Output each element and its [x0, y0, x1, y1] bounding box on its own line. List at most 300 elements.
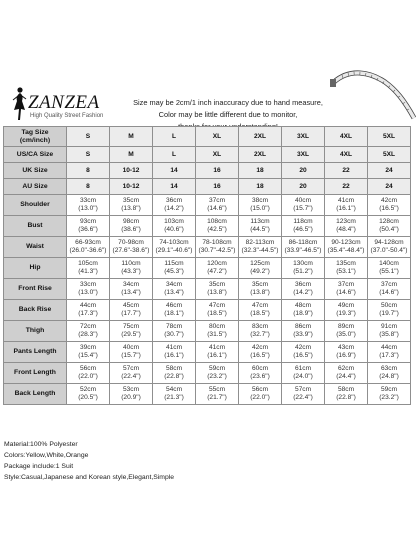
size-cell: 20: [282, 163, 325, 179]
inch-value: (15.0"): [250, 205, 270, 212]
measurement-cell: [282, 195, 325, 216]
inch-value: (20.5"): [78, 394, 98, 401]
measurement-cell: [67, 279, 110, 300]
measurement-cell: [368, 216, 411, 237]
cm-value: 58cm: [165, 365, 183, 372]
inch-value: (14.2"): [293, 289, 313, 296]
cm-value: 48cm: [294, 302, 312, 309]
measurement-row: [4, 279, 411, 300]
notice-line: Size may be 2cm/1 inch inaccuracy due to hand measure,: [133, 98, 323, 107]
measurement-cell: [153, 237, 196, 258]
inch-value: (33.9"-46.5"): [284, 247, 322, 254]
measurement-cell: [368, 384, 411, 405]
cm-value: 36cm: [165, 197, 183, 204]
measurement-row: [4, 195, 411, 216]
cm-value: 35cm: [208, 281, 226, 288]
measurement-cell: [325, 384, 368, 405]
size-chart-table: [3, 126, 411, 405]
measurement-cell: [282, 342, 325, 363]
size-cell: 16: [196, 179, 239, 195]
measurement-cell: [110, 258, 153, 279]
measurement-cell: [153, 279, 196, 300]
row-label: Waist: [4, 237, 67, 258]
info-colors: Colors:Yellow,White,Orange: [4, 452, 89, 459]
size-cell: 3XL: [282, 147, 325, 163]
inch-value: (40.6"): [164, 226, 184, 233]
measurement-cell: [239, 342, 282, 363]
cm-value: 78cm: [165, 323, 183, 330]
measurement-cell: [325, 195, 368, 216]
measurement-row: [4, 384, 411, 405]
measurement-cell: [110, 279, 153, 300]
inch-value: (22.0"): [250, 394, 270, 401]
inch-value: (21.7"): [207, 394, 227, 401]
inch-value: (42.5"): [207, 226, 227, 233]
cm-value: 86-118cm: [288, 239, 318, 246]
measurement-cell: [67, 342, 110, 363]
inch-value: (13.0"): [78, 289, 98, 296]
measurement-cell: [239, 237, 282, 258]
cm-value: 94-128cm: [374, 239, 404, 246]
cm-value: 110cm: [121, 260, 141, 267]
cm-value: 40cm: [122, 344, 140, 351]
row-label: Bust: [4, 216, 67, 237]
measurement-cell: [153, 258, 196, 279]
cm-value: 72cm: [79, 323, 97, 330]
inch-value: (13.4"): [164, 289, 184, 296]
measurement-cell: [67, 321, 110, 342]
inch-value: (22.8"): [336, 394, 356, 401]
measurement-cell: [325, 258, 368, 279]
measurement-row: [4, 216, 411, 237]
measurement-cell: [196, 300, 239, 321]
cm-value: 34cm: [165, 281, 183, 288]
inch-value: (14.6"): [336, 289, 356, 296]
size-cell: 8: [67, 163, 110, 179]
measurement-cell: [325, 216, 368, 237]
inch-value: (36.6"): [78, 226, 98, 233]
inch-value: (16.5"): [293, 352, 313, 359]
cm-value: 56cm: [79, 365, 97, 372]
cm-value: 35cm: [122, 197, 140, 204]
size-cell: 18: [239, 179, 282, 195]
cm-value: 82-113cm: [245, 239, 275, 246]
cm-value: 44cm: [380, 344, 398, 351]
inch-value: (23.2"): [207, 373, 227, 380]
cm-value: 36cm: [294, 281, 312, 288]
inch-value: (29.1"-40.6"): [155, 247, 193, 254]
measurement-cell: [368, 195, 411, 216]
inch-value: (51.2"): [293, 268, 313, 275]
inch-value: (24.8"): [379, 373, 399, 380]
cm-value: 47cm: [208, 302, 226, 309]
inch-value: (19.7"): [379, 310, 399, 317]
cm-value: 39cm: [79, 344, 97, 351]
measurement-cell: [239, 363, 282, 384]
inch-value: (13.4"): [121, 289, 141, 296]
cm-value: 62cm: [337, 365, 355, 372]
cm-value: 44cm: [79, 302, 97, 309]
inch-value: (16.1"): [164, 352, 184, 359]
measurement-row: [4, 342, 411, 363]
inch-value: (49.2"): [250, 268, 270, 275]
inch-value: (22.4"): [293, 394, 313, 401]
measurement-cell: [368, 279, 411, 300]
inch-value: (13.8"): [250, 289, 270, 296]
size-cell: 18: [239, 163, 282, 179]
measurement-cell: [110, 384, 153, 405]
size-cell: 14: [153, 163, 196, 179]
measurement-cell: [282, 279, 325, 300]
size-cell: 24: [368, 179, 411, 195]
measurement-cell: [67, 384, 110, 405]
measurement-cell: [196, 195, 239, 216]
inch-value: (24.0"): [293, 373, 313, 380]
cm-value: 55cm: [208, 386, 226, 393]
measurement-cell: [239, 384, 282, 405]
cm-value: 130cm: [293, 260, 313, 267]
size-cell: 2XL: [239, 127, 282, 147]
inch-value: (21.3"): [164, 394, 184, 401]
inch-value: (17.7"): [121, 310, 141, 317]
row-label: Back Length: [4, 384, 67, 405]
measurement-cell: [110, 237, 153, 258]
cm-value: 91cm: [380, 323, 398, 330]
inch-value: (22.4"): [121, 373, 141, 380]
inch-value: (16.9"): [336, 352, 356, 359]
inch-value: (18.9"): [293, 310, 313, 317]
size-cell: 16: [196, 163, 239, 179]
measurement-cell: [368, 342, 411, 363]
cm-value: 57cm: [122, 365, 140, 372]
measurement-cell: [368, 300, 411, 321]
measurement-cell: [325, 321, 368, 342]
cm-value: 42cm: [251, 344, 269, 351]
row-label: Tag Size (cm/inch): [4, 127, 67, 147]
measurement-cell: [153, 342, 196, 363]
inch-value: (15.7"): [293, 205, 313, 212]
measurement-cell: [110, 300, 153, 321]
size-cell: 10-12: [110, 163, 153, 179]
brand-logo: [8, 88, 108, 122]
size-cell: XL: [196, 127, 239, 147]
row-label: Shoulder: [4, 195, 67, 216]
row-label: Front Rise: [4, 279, 67, 300]
cm-value: 66-93cm: [75, 239, 101, 246]
inch-value: (13.8"): [121, 205, 141, 212]
measurement-cell: [282, 237, 325, 258]
inch-value: (17.3"): [379, 352, 399, 359]
inch-value: (41.3"): [78, 268, 98, 275]
cm-value: 33cm: [79, 281, 97, 288]
measurement-cell: [153, 195, 196, 216]
measurement-cell: [67, 258, 110, 279]
measurement-cell: [239, 195, 282, 216]
inch-value: (53.1"): [336, 268, 356, 275]
brand-name: ZANZEA: [28, 92, 100, 113]
cm-value: 108cm: [207, 218, 227, 225]
measurement-row: [4, 258, 411, 279]
cm-value: 41cm: [337, 197, 355, 204]
cm-value: 57cm: [294, 386, 312, 393]
inch-value: (14.2"): [164, 205, 184, 212]
measurement-cell: [196, 216, 239, 237]
measurement-cell: [239, 300, 282, 321]
cm-value: 113cm: [250, 218, 270, 225]
measurement-cell: [282, 321, 325, 342]
cm-value: 120cm: [207, 260, 227, 267]
cm-value: 53cm: [122, 386, 140, 393]
notice-line: Color may be little different due to monitor,: [158, 110, 298, 119]
inch-value: (47.2"): [207, 268, 227, 275]
inch-value: (30.7"-42.5"): [198, 247, 236, 254]
cm-value: 37cm: [208, 197, 226, 204]
measurement-cell: [368, 237, 411, 258]
cm-value: 34cm: [122, 281, 140, 288]
inch-value: (37.0"-50.4"): [370, 247, 408, 254]
cm-value: 58cm: [337, 386, 355, 393]
inch-value: (35.4"-48.4"): [327, 247, 365, 254]
cm-value: 140cm: [379, 260, 399, 267]
inch-value: (20.9"): [121, 394, 141, 401]
inch-value: (28.3"): [78, 331, 98, 338]
inch-value: (29.5"): [121, 331, 141, 338]
row-label: Hip: [4, 258, 67, 279]
inch-value: (22.8"): [164, 373, 184, 380]
size-cell: 14: [153, 179, 196, 195]
size-cell: 22: [325, 163, 368, 179]
measurement-cell: [110, 216, 153, 237]
measurement-cell: [67, 300, 110, 321]
cm-value: 128cm: [379, 218, 399, 225]
measurement-cell: [153, 321, 196, 342]
size-header-row: [4, 147, 411, 163]
cm-value: 41cm: [165, 344, 183, 351]
measurement-cell: [110, 321, 153, 342]
measurement-cell: [282, 384, 325, 405]
cm-value: 42cm: [294, 344, 312, 351]
measurement-cell: [153, 363, 196, 384]
cm-value: 59cm: [380, 386, 398, 393]
info-package: Package include:1 Suit: [4, 463, 74, 470]
measurement-cell: [196, 279, 239, 300]
row-label: Pants Length: [4, 342, 67, 363]
cm-value: 78-108cm: [202, 239, 232, 246]
row-label: Thigh: [4, 321, 67, 342]
inch-value: (18.5"): [207, 310, 227, 317]
measurement-cell: [153, 300, 196, 321]
size-cell: L: [153, 127, 196, 147]
size-header-row: [4, 163, 411, 179]
cm-value: 75cm: [122, 323, 140, 330]
measurement-row: [4, 300, 411, 321]
measurement-cell: [282, 363, 325, 384]
inch-value: (16.5"): [250, 352, 270, 359]
cm-value: 37cm: [380, 281, 398, 288]
inch-value: (27.6"-38.6"): [112, 247, 150, 254]
size-cell: S: [67, 147, 110, 163]
cm-value: 61cm: [294, 365, 312, 372]
cm-value: 60cm: [251, 365, 269, 372]
measurement-cell: [239, 216, 282, 237]
cm-value: 38cm: [251, 197, 269, 204]
inch-value: (19.3"): [336, 310, 356, 317]
measurement-cell: [110, 342, 153, 363]
cm-value: 49cm: [337, 302, 355, 309]
row-label: Front Length: [4, 363, 67, 384]
size-cell: S: [67, 127, 110, 147]
measurement-cell: [196, 384, 239, 405]
inch-value: (50.4"): [379, 226, 399, 233]
inch-value: (31.5"): [207, 331, 227, 338]
inch-value: (55.1"): [379, 268, 399, 275]
inch-value: (32.3"-44.5"): [241, 247, 279, 254]
measurement-row: [4, 237, 411, 258]
inch-value: (23.6"): [250, 373, 270, 380]
cm-value: 50cm: [380, 302, 398, 309]
row-label: UK Size: [4, 163, 67, 179]
cm-value: 46cm: [165, 302, 183, 309]
measurement-cell: [153, 216, 196, 237]
row-label: AU Size: [4, 179, 67, 195]
size-cell: 5XL: [368, 127, 411, 147]
inch-value: (13.8"): [207, 289, 227, 296]
info-material: Material:100% Polyester: [4, 441, 78, 448]
cm-value: 42cm: [380, 197, 398, 204]
measurement-cell: [110, 195, 153, 216]
size-cell: 3XL: [282, 127, 325, 147]
measurement-cell: [325, 279, 368, 300]
measurement-cell: [239, 258, 282, 279]
inch-value: (13.0"): [78, 205, 98, 212]
inch-value: (43.3"): [121, 268, 141, 275]
woman-silhouette-icon: [10, 86, 28, 122]
inch-value: (45.3"): [164, 268, 184, 275]
cm-value: 74-103cm: [159, 239, 189, 246]
inch-value: (18.5"): [250, 310, 270, 317]
cm-value: 56cm: [251, 386, 269, 393]
size-cell: 4XL: [325, 147, 368, 163]
cm-value: 115cm: [164, 260, 184, 267]
size-cell: 4XL: [325, 127, 368, 147]
inch-value: (16.1"): [207, 352, 227, 359]
inch-value: (26.0"-36.6"): [69, 247, 107, 254]
measurement-cell: [368, 321, 411, 342]
brand-tagline: High Quality Street Fashion: [30, 113, 104, 119]
size-cell: M: [110, 147, 153, 163]
measurement-row: [4, 321, 411, 342]
row-label: Back Rise: [4, 300, 67, 321]
cm-value: 135cm: [336, 260, 356, 267]
inch-value: (18.1"): [164, 310, 184, 317]
size-cell: L: [153, 147, 196, 163]
measurement-cell: [196, 363, 239, 384]
cm-value: 43cm: [337, 344, 355, 351]
cm-value: 33cm: [79, 197, 97, 204]
cm-value: 93cm: [79, 218, 97, 225]
measurement-cell: [196, 342, 239, 363]
measurement-cell: [67, 363, 110, 384]
measurement-cell: [282, 216, 325, 237]
size-cell: 8: [67, 179, 110, 195]
size-cell: 10-12: [110, 179, 153, 195]
cm-value: 86cm: [294, 323, 312, 330]
cm-value: 52cm: [79, 386, 97, 393]
measurement-cell: [67, 216, 110, 237]
measurement-cell: [153, 384, 196, 405]
row-label: US/CA Size: [4, 147, 67, 163]
cm-value: 105cm: [78, 260, 98, 267]
size-cell: 2XL: [239, 147, 282, 163]
cm-value: 125cm: [250, 260, 270, 267]
size-header-row: [4, 127, 411, 147]
size-cell: 5XL: [368, 147, 411, 163]
size-header-row: [4, 179, 411, 195]
cm-value: 83cm: [251, 323, 269, 330]
inch-value: (38.6"): [121, 226, 141, 233]
cm-value: 63cm: [380, 365, 398, 372]
measurement-cell: [196, 258, 239, 279]
inch-value: (23.2"): [379, 394, 399, 401]
product-info: [4, 439, 174, 483]
inch-value: (16.5"): [379, 205, 399, 212]
measurement-cell: [282, 258, 325, 279]
measurement-cell: [196, 237, 239, 258]
measurement-cell: [67, 195, 110, 216]
inch-value: (15.7"): [121, 352, 141, 359]
inch-value: (35.8"): [379, 331, 399, 338]
cm-value: 118cm: [293, 218, 313, 225]
cm-value: 41cm: [208, 344, 226, 351]
measurement-cell: [368, 363, 411, 384]
cm-value: 123cm: [336, 218, 356, 225]
size-cell: M: [110, 127, 153, 147]
measurement-cell: [196, 321, 239, 342]
inch-value: (35.0"): [336, 331, 356, 338]
size-cell: 22: [325, 179, 368, 195]
measurement-cell: [368, 258, 411, 279]
cm-value: 103cm: [164, 218, 184, 225]
cm-value: 40cm: [294, 197, 312, 204]
inch-value: (14.6"): [207, 205, 227, 212]
measurement-cell: [239, 321, 282, 342]
measurement-cell: [325, 237, 368, 258]
cm-value: 47cm: [251, 302, 269, 309]
measuring-tape-icon: [330, 70, 416, 120]
inch-value: (32.7"): [250, 331, 270, 338]
measurement-cell: [282, 300, 325, 321]
inch-value: (16.1"): [336, 205, 356, 212]
cm-value: 89cm: [337, 323, 355, 330]
size-cell: 20: [282, 179, 325, 195]
inch-value: (24.4"): [336, 373, 356, 380]
info-style: Style:Casual,Japanese and Korean style,Elegant,Simple: [4, 474, 175, 481]
inch-value: (30.7"): [164, 331, 184, 338]
size-chart-body: [4, 127, 411, 405]
measurement-cell: [110, 363, 153, 384]
inch-value: (14.6"): [379, 289, 399, 296]
cm-value: 59cm: [208, 365, 226, 372]
inch-value: (22.0"): [78, 373, 98, 380]
inch-value: (33.9"): [293, 331, 313, 338]
cm-value: 37cm: [337, 281, 355, 288]
cm-value: 35cm: [251, 281, 269, 288]
measurement-cell: [67, 237, 110, 258]
measurement-cell: [239, 279, 282, 300]
inch-value: (48.4"): [336, 226, 356, 233]
cm-value: 80cm: [208, 323, 226, 330]
measurement-cell: [325, 342, 368, 363]
